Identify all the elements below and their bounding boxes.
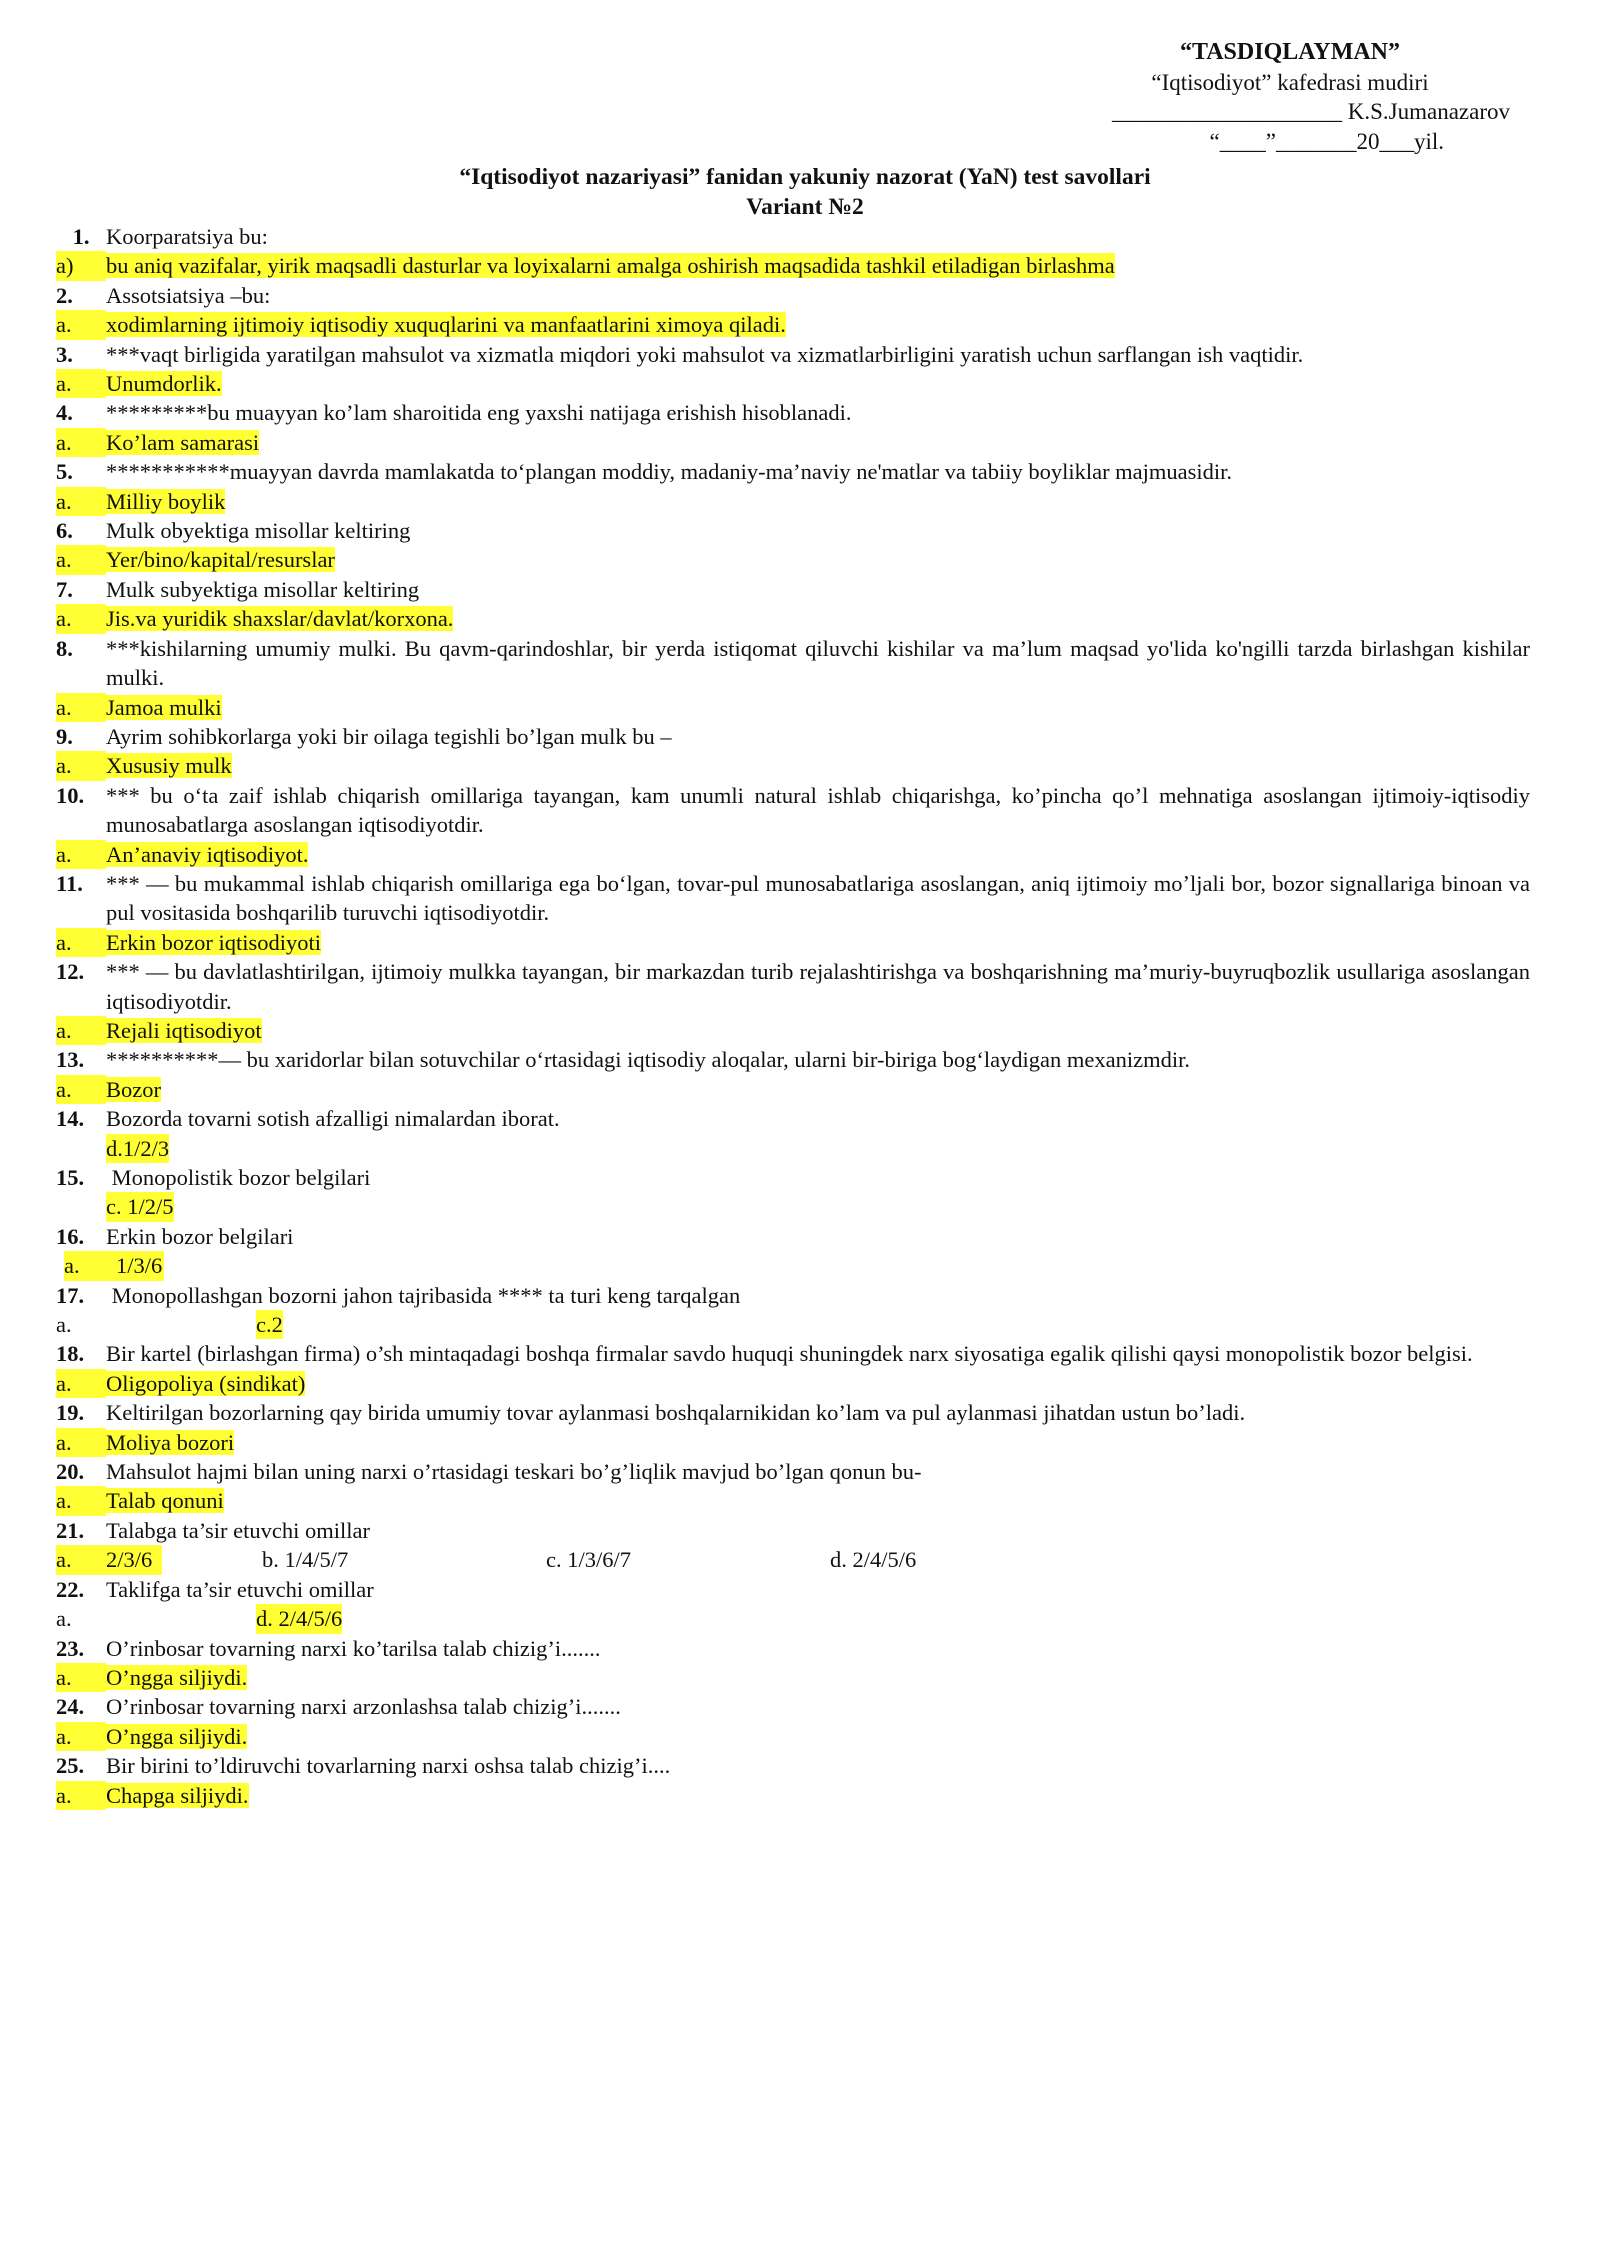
question-text: Taklifga ta’sir etuvchi omillar [106, 1576, 374, 1602]
answer-row [56, 1192, 1530, 1221]
question-row [56, 957, 1530, 1016]
question-text: Keltirilgan bozorlarning qay birida umumiy tovar aylanmasi boshqalarnikidan ko’lam va pul aylanmasi jihatdan ustun bo’ladi. [106, 1400, 1246, 1426]
answer-row [56, 1016, 1530, 1045]
question-row [56, 1281, 1530, 1310]
question-number: 18. [56, 1341, 85, 1367]
answer-marker: a. [56, 1606, 72, 1632]
question-text: Bir birini to’ldiruvchi tovarlarning narxi oshsa talab chizig’i.... [106, 1753, 671, 1779]
answer-marker: a. [56, 1428, 106, 1457]
document-title: “Iqtisodiyot nazariyasi” fanidan yakuniy nazorat (YaN) test savollari [459, 164, 1151, 190]
question-row [56, 1634, 1530, 1663]
answer-row [56, 1075, 1530, 1104]
answer-marker: a. [56, 428, 106, 457]
question-row [56, 1692, 1530, 1721]
answer-text: Jis.va yuridik shaxslar/davlat/korxona. [106, 606, 454, 632]
question-row [56, 340, 1530, 369]
answer-marker: a. [56, 604, 106, 633]
answer-row [56, 251, 1530, 280]
question-row [56, 1751, 1530, 1780]
question-text: Ayrim sohibkorlarga yoki bir oilaga tegishli bo’lgan mulk bu – [106, 723, 672, 749]
answer-text: Erkin bozor iqtisodiyoti [106, 929, 321, 955]
question-row [56, 781, 1530, 840]
question-text: Bir kartel (birlashgan firma) o’sh mintaqadagi boshqa firmalar savdo huquqi shuningdek narx siyosatiga egalik qilishi qaysi monopolistik bozor belgisi. [106, 1341, 1473, 1367]
question-number: 6. [56, 518, 73, 544]
question-text: Monopollashgan bozorni jahon tajribasida **** ta turi keng tarqalgan [106, 1282, 741, 1308]
answer-marker: a. [64, 1251, 116, 1280]
question-number: 8. [56, 635, 73, 661]
question-number: 11. [56, 870, 83, 896]
approval-block [1030, 38, 1550, 156]
answer-text: Moliya bozori [106, 1429, 235, 1455]
answer-text: 2/3/6 [106, 1545, 162, 1574]
answer-text: 1/3/6 [116, 1251, 164, 1280]
answer-marker: a. [56, 751, 106, 780]
approval-date-line: “____”_______20___yil. [1209, 128, 1444, 154]
answer-row [56, 1604, 1530, 1633]
question-text: Erkin bozor belgilari [106, 1223, 294, 1249]
answer-row [56, 487, 1530, 516]
answer-row [56, 1486, 1530, 1515]
answer-marker: a. [56, 1369, 106, 1398]
question-text: Talabga ta’sir etuvchi omillar [106, 1517, 370, 1543]
question-text: Monopolistik bozor belgilari [106, 1165, 371, 1190]
question-row [56, 1222, 1530, 1251]
question-row [56, 1398, 1530, 1427]
question-text: Mahsulot hajmi bilan uning narxi o’rtasidagi teskari bo’g’liqlik mavjud bo’lgan qonun bu- [106, 1459, 922, 1485]
question-text: Mulk obyektiga misollar keltiring [106, 518, 411, 544]
question-row [56, 516, 1530, 545]
question-text: **********— bu xaridorlar bilan sotuvchilar oʻrtasidagi iqtisodiy aloqalar, ularni bir-biriga bogʻlaydigan mexanizmdir. [106, 1047, 1191, 1073]
question-number: 15. [56, 1165, 85, 1190]
question-text: Koorparatsiya bu: [106, 224, 268, 249]
answer-text: An’anaviy iqtisodiyot. [106, 841, 309, 867]
question-number: 2. [56, 282, 73, 308]
question-number: 12. [56, 959, 85, 985]
answer-text: Milliy boylik [106, 488, 226, 514]
question-number: 7. [56, 576, 73, 602]
answer-row [56, 545, 1530, 574]
answer-text: Bozor [106, 1076, 161, 1102]
answer-text: c.2 [256, 1310, 283, 1339]
option-d: d. 2/4/5/6 [830, 1547, 917, 1573]
approval-position: “Iqtisodiyot” kafedrasi mudiri [1151, 69, 1429, 95]
answer-marker: a) [56, 251, 106, 280]
answer-row [56, 840, 1530, 869]
question-row [56, 1575, 1530, 1604]
answer-text: Xususiy mulk [106, 753, 232, 779]
answer-marker: a. [56, 1075, 106, 1104]
question-text: O’rinbosar tovarning narxi arzonlashsa talab chizig’i....... [106, 1694, 621, 1720]
answer-marker: a. [56, 1486, 106, 1515]
answer-marker: a. [56, 693, 106, 722]
question-row [56, 1339, 1530, 1368]
approval-title: “TASDIQLAYMAN” [1179, 39, 1401, 65]
question-number: 22. [56, 1576, 85, 1602]
question-number: 20. [56, 1459, 85, 1485]
question-text: ***kishilarning umumiy mulki. Bu qavm-qarindoshlar, bir yerda istiqomat qiluvchi kishilar va ma’lum maqsad yo'lida ko'ngilli tarzda birlashgan kishilar mulki. [106, 635, 1530, 691]
answer-text: O’ngga siljiydi. [106, 1723, 248, 1749]
answer-row [56, 693, 1530, 722]
question-row [56, 457, 1530, 486]
answer-row [56, 310, 1530, 339]
question-text: Assotsiatsiya –bu: [106, 282, 271, 308]
variant-label: Variant №2 [746, 193, 864, 220]
answer-row [56, 604, 1530, 633]
question-row [56, 869, 1530, 928]
question-number: 4. [56, 400, 73, 426]
question-text: ***vaqt birligida yaratilgan mahsulot va xizmatla miqdori yoki mahsulot va xizmatlarbirligini yaratish uchun sarflangan ish vaqtidir. [106, 341, 1304, 367]
question-list [56, 222, 1530, 1810]
answer-row [56, 1663, 1530, 1692]
answer-row [56, 1369, 1530, 1398]
question-number: 3. [56, 341, 73, 367]
question-number: 14. [56, 1106, 85, 1132]
answer-text: Unumdorlik. [106, 371, 222, 397]
answer-marker: a. [56, 1663, 106, 1692]
question-text: *** bu oʻta zaif ishlab chiqarish omillariga tayangan, kam unumli natural ishlab chiqarishga, ko’pincha qo’l mehnatiga asoslangan ijtimoiy-iqtisodiy munosabatlarga asoslangan iqtisodiyotdir. [106, 782, 1530, 838]
answer-row [56, 1722, 1530, 1751]
answer-row [56, 1251, 1530, 1280]
question-number: 25. [56, 1753, 85, 1779]
answer-text: d. 2/4/5/6 [256, 1604, 342, 1633]
answer-text: Chapga siljiydi. [106, 1782, 249, 1808]
answer-marker: a. [56, 369, 106, 398]
answer-row [56, 1428, 1530, 1457]
answer-marker: a. [56, 1722, 106, 1751]
answer-text: c. 1/2/5 [106, 1192, 174, 1221]
answer-marker: a. [56, 310, 106, 339]
option-c: c. 1/3/6/7 [546, 1547, 631, 1573]
question-row [56, 222, 1530, 251]
answer-marker: a. [56, 1545, 106, 1574]
question-row [56, 281, 1530, 310]
question-text: *********bu muayyan ko’lam sharoitida eng yaxshi natijaga erishish hisoblanadi. [106, 400, 852, 426]
answer-row [56, 428, 1530, 457]
question-number: 21. [56, 1517, 85, 1543]
answer-text: d.1/2/3 [106, 1134, 169, 1163]
question-row [56, 575, 1530, 604]
question-row [56, 634, 1530, 693]
question-number: 5. [56, 459, 73, 485]
question-number: 16. [56, 1223, 85, 1249]
question-row [56, 722, 1530, 751]
option-b: b. 1/4/5/7 [262, 1547, 349, 1573]
question-number: 17. [56, 1282, 85, 1308]
answer-row [56, 1545, 1530, 1574]
answer-text: bu aniq vazifalar, yirik maqsadli dasturlar va loyixalarni amalga oshirish maqsadida tashkil etiladigan birlashma [106, 253, 1115, 279]
answer-text: Rejali iqtisodiyot [106, 1017, 262, 1043]
answer-text: Ko’lam samarasi [106, 429, 260, 455]
answer-row [56, 928, 1530, 957]
answer-marker: a. [56, 487, 106, 516]
document-heading [220, 163, 1390, 222]
question-number: 13. [56, 1047, 85, 1073]
question-text: O’rinbosar tovarning narxi ko’tarilsa talab chizig’i....... [106, 1635, 601, 1661]
answer-row [56, 1781, 1530, 1810]
answer-text: Jamoa mulki [106, 694, 222, 720]
question-row [56, 1045, 1530, 1074]
question-number: 9. [56, 723, 73, 749]
answer-marker: a. [56, 545, 106, 574]
question-number: 24. [56, 1694, 85, 1720]
question-text: *** — bu davlatlashtirilgan, ijtimoiy mulkka tayangan, bir markazdan turib rejalashtirishga va boshqarishning ma’muriy-buyruqbozlik usullariga asoslangan iqtisodiyotdir. [106, 959, 1530, 1014]
answer-marker: a. [56, 840, 106, 869]
question-number: 10. [56, 782, 85, 808]
question-text: Bozorda tovarni sotish afzalligi nimalardan iborat. [106, 1106, 560, 1132]
answer-text: Yer/bino/kapital/resurslar [106, 547, 335, 573]
answer-row [56, 751, 1530, 780]
answer-row [56, 1134, 1530, 1163]
answer-text: Talab qonuni [106, 1488, 224, 1514]
answer-text: Oligopoliya (sindikat) [106, 1370, 306, 1396]
question-text: ***********muayyan davrda mamlakatda toʻplangan moddiy, madaniy-ma’naviy ne'matlar va tabiiy boyliklar majmuasidir. [106, 459, 1233, 485]
answer-marker: a. [56, 1312, 72, 1338]
answer-marker: a. [56, 1016, 106, 1045]
answer-marker: a. [56, 1781, 106, 1810]
question-number: 23. [56, 1635, 85, 1661]
question-number: 1. [72, 224, 90, 249]
question-row [56, 1516, 1530, 1545]
answer-row [56, 1310, 1530, 1339]
question-row [56, 1163, 1530, 1192]
question-row [56, 398, 1530, 427]
answer-marker: a. [56, 928, 106, 957]
question-text: *** — bu mukammal ishlab chiqarish omillariga ega boʻlgan, tovar-pul munosabatlariga asoslangan, aniq ijtimoiy moʼljali bor, bozor signallariga binoan va pul vositasida boshqarilib turuvchi iqtisodiyotdir. [106, 870, 1530, 926]
approval-signature-line: ____________________ K.S.Jumanazarov [1112, 99, 1510, 124]
answer-text: xodimlarning ijtimoiy iqtisodiy xuquqlarini va manfaatlarini ximoya qiladi. [106, 312, 786, 338]
question-number: 19. [56, 1400, 85, 1426]
question-text: Mulk subyektiga misollar keltiring [106, 576, 420, 602]
question-row [56, 1457, 1530, 1486]
answer-text: O’ngga siljiydi. [106, 1664, 248, 1690]
question-row [56, 1104, 1530, 1133]
answer-row [56, 369, 1530, 398]
